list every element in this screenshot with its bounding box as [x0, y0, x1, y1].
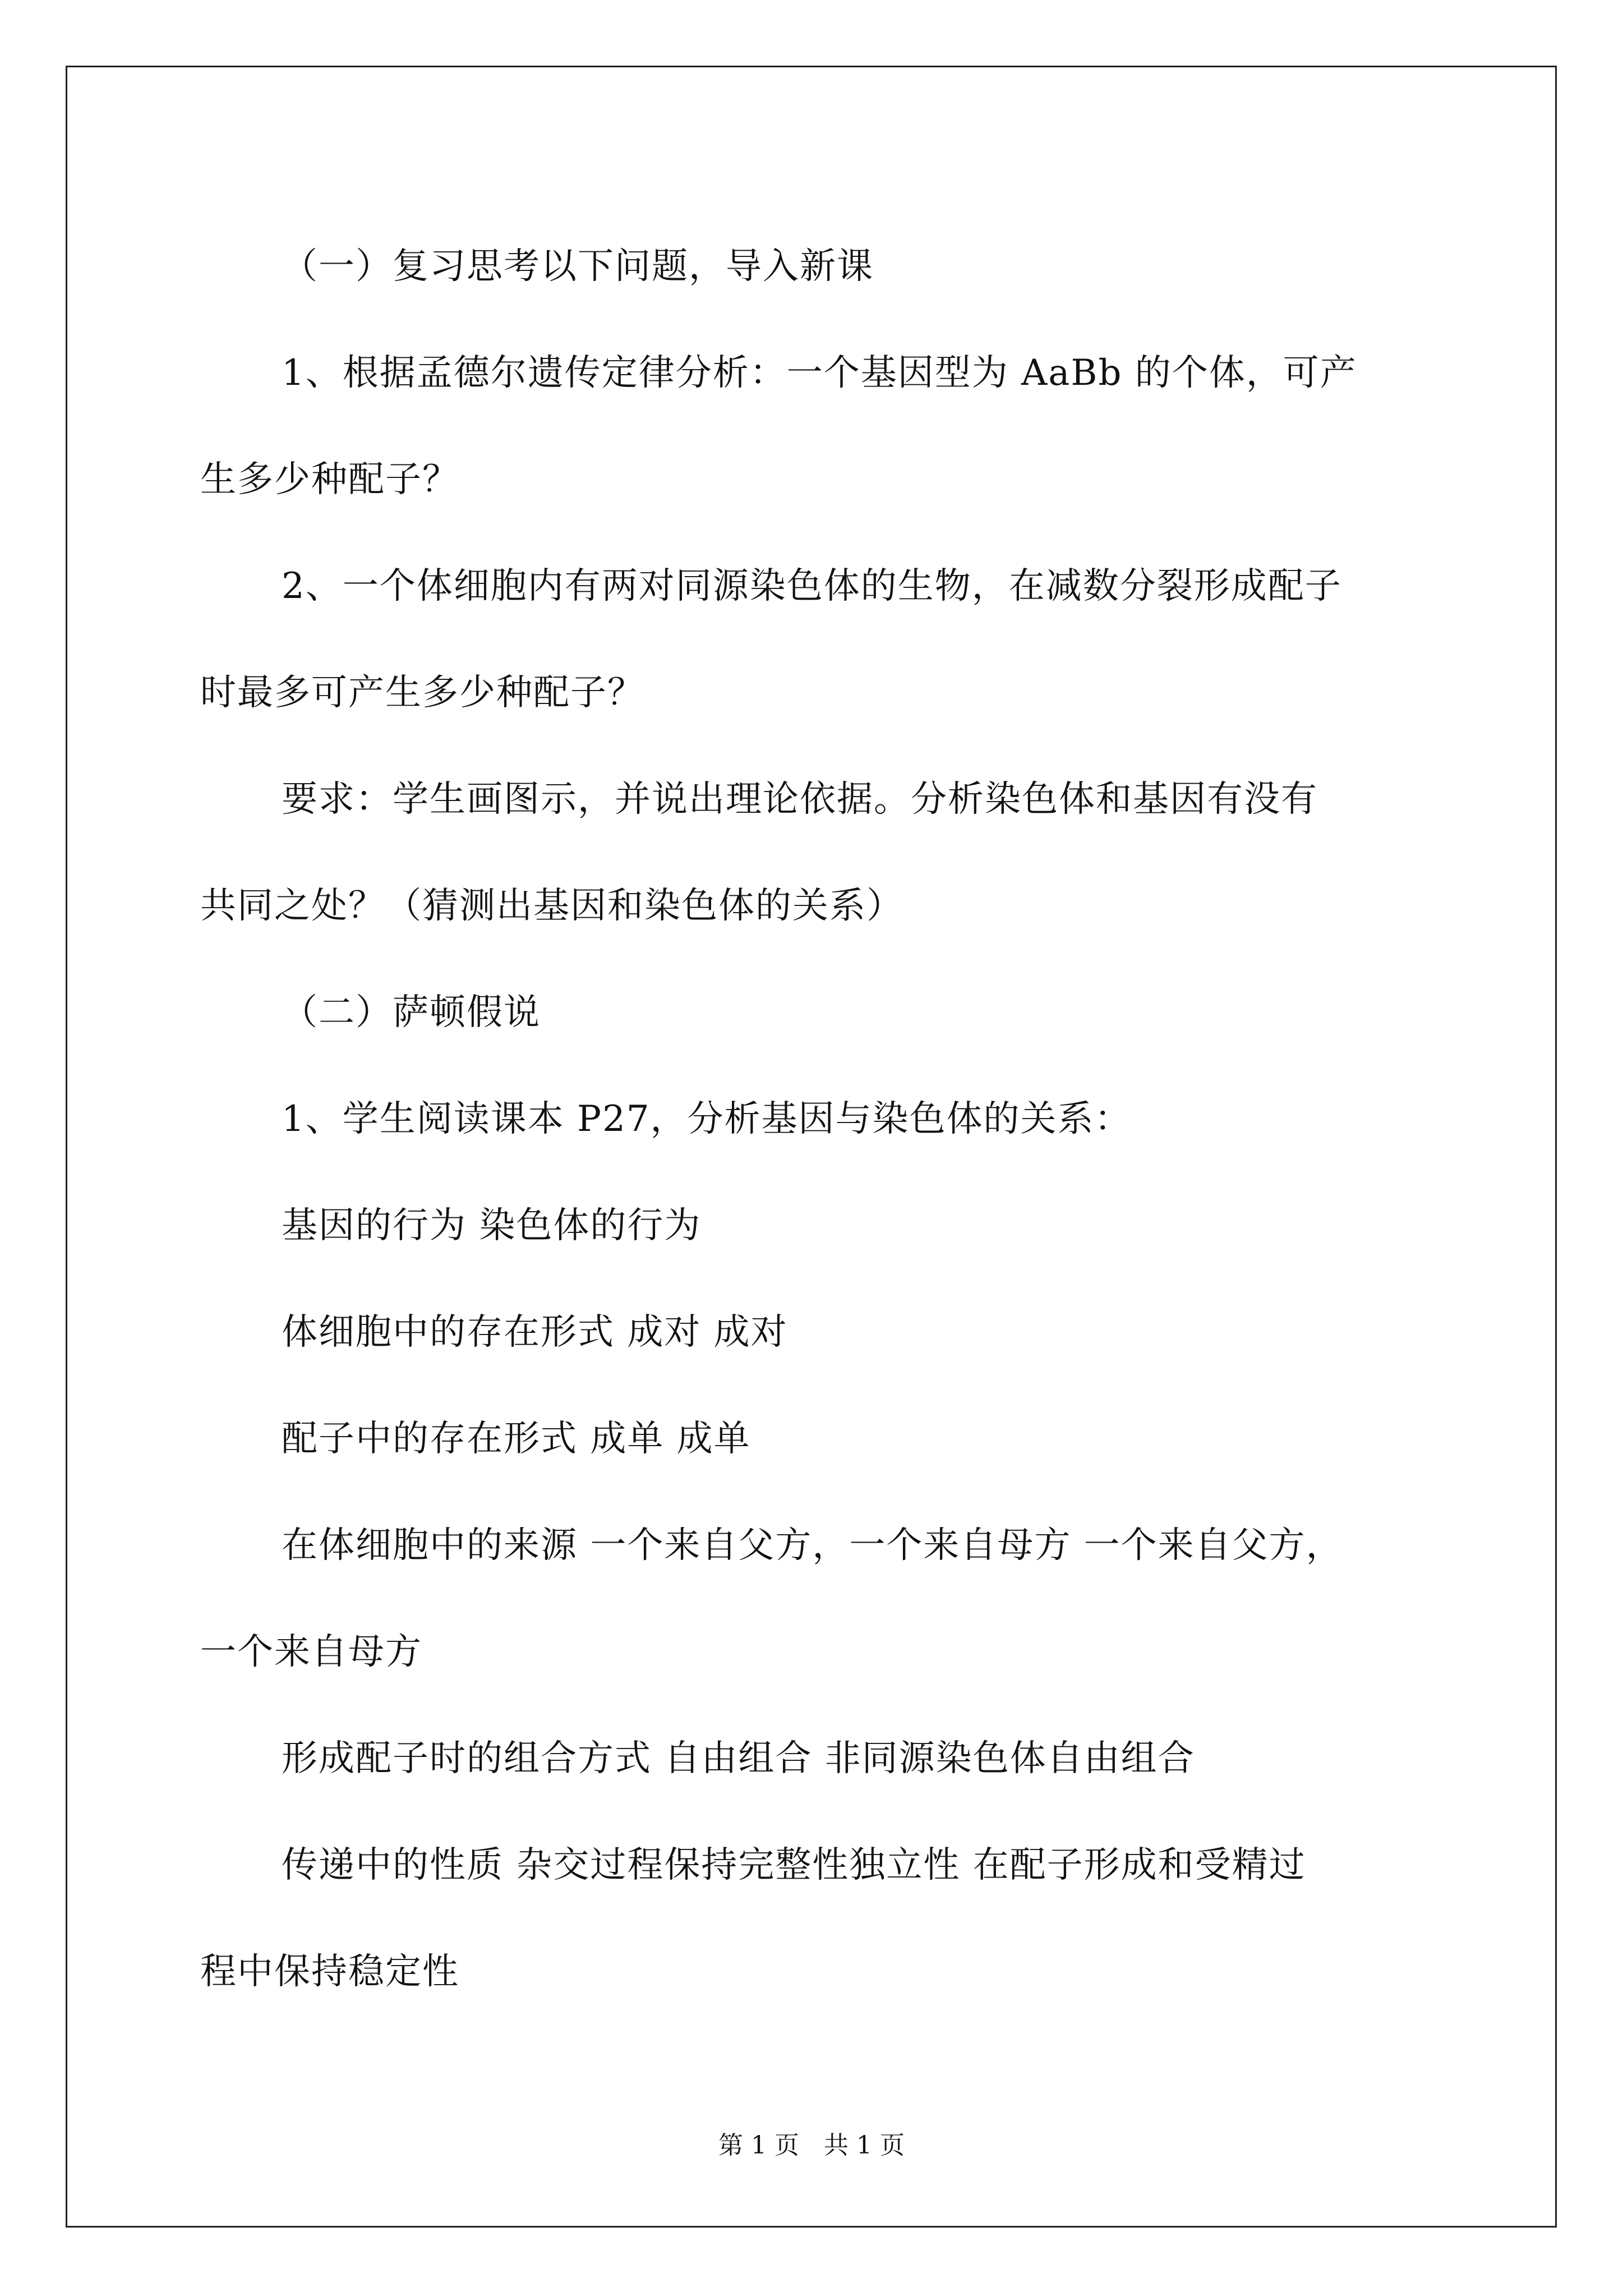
section-heading: （二）萨顿假说 — [282, 992, 541, 1033]
page-number: 第 1 页 共 1 页 — [718, 2131, 905, 2160]
comparison-row: 体细胞中的存在形式 成对 成对 — [282, 1312, 788, 1353]
comparison-row: 形成配子时的组合方式 自由组合 非同源染色体自由组合 — [282, 1738, 1195, 1779]
document-body — [200, 213, 1445, 2025]
text-line: 共同之处？（猜测出基因和染色体的关系） — [200, 885, 903, 927]
text-line: 1、学生阅读课本 P27，分析基因与染色体的关系： — [282, 1098, 1132, 1140]
comparison-row: 配子中的存在形式 成单 成单 — [282, 1418, 751, 1460]
text-line: 要求：学生画图示，并说出理论依据。分析染色体和基因有没有 — [282, 779, 1318, 820]
text-line: 时最多可产生多少种配子？ — [200, 672, 644, 714]
text-line: 1、根据孟德尔遗传定律分析：一个基因型为 AaBb 的个体，可产 — [282, 352, 1357, 394]
comparison-row: 一个来自母方 — [200, 1631, 422, 1673]
comparison-row: 传递中的性质 杂交过程保持完整性独立性 在配子形成和受精过 — [282, 1844, 1306, 1886]
comparison-row: 程中保持稳定性 — [200, 1951, 459, 1993]
text-line: 生多少种配子？ — [200, 459, 459, 500]
comparison-row: 在体细胞中的来源 一个来自父方，一个来自母方 一个来自父方， — [282, 1525, 1343, 1566]
text-line: 2、一个体细胞内有两对同源染色体的生物，在减数分裂形成配子 — [282, 565, 1342, 607]
comparison-row: 基因的行为 染色体的行为 — [282, 1205, 702, 1246]
text-line: （一）复习思考以下问题，导入新课 — [282, 246, 874, 287]
